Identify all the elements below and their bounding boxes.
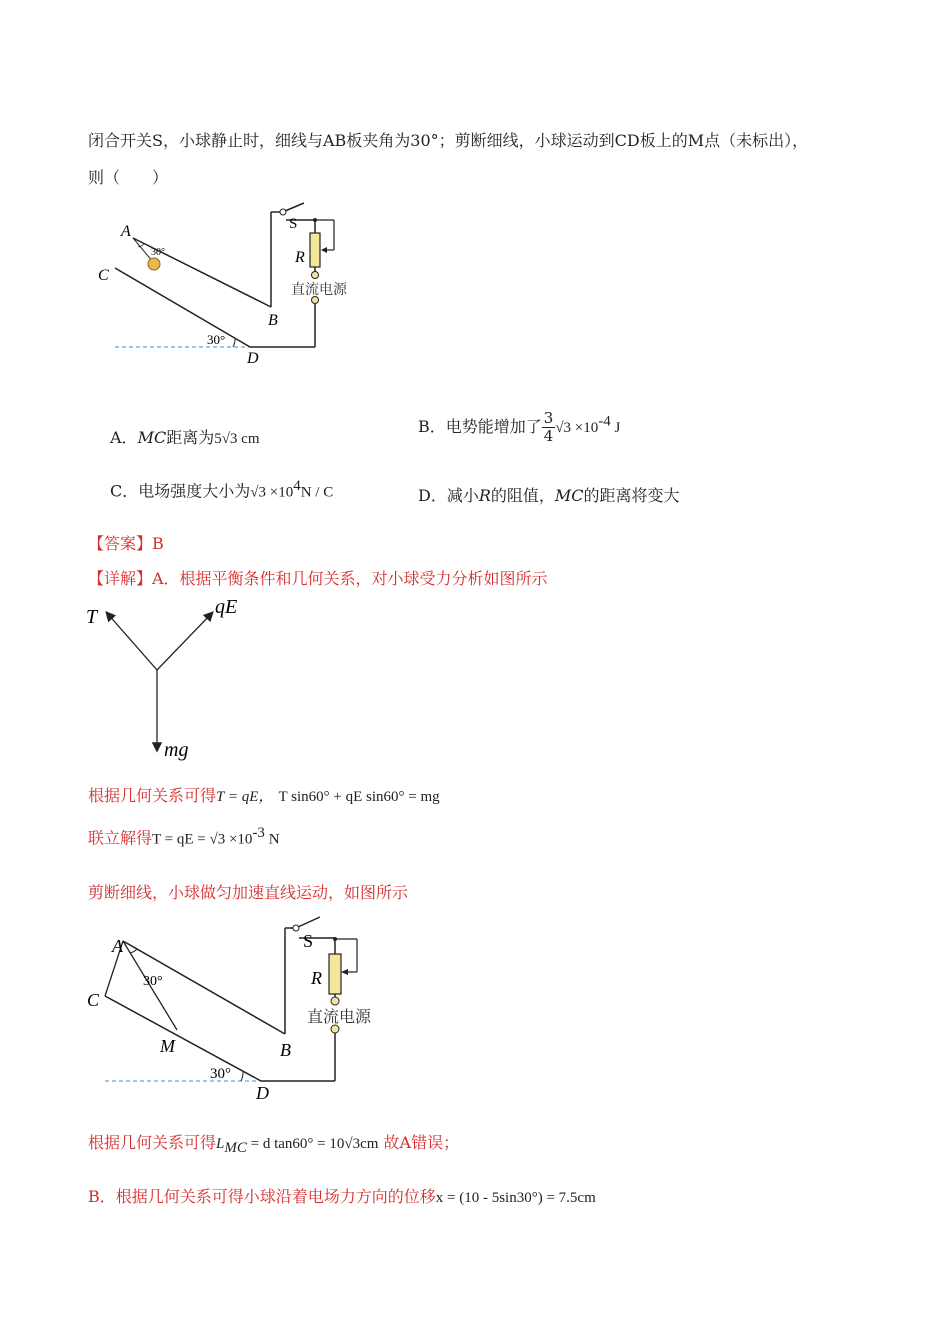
option-C-text: 电场强度大小为 <box>138 481 251 501</box>
label-R: R <box>295 249 305 266</box>
geo2-text: 根据几何关系可得 <box>88 1133 217 1152</box>
label-A: A <box>121 223 131 240</box>
label-angle-bottom: 30° <box>207 332 226 347</box>
option-D-text1: 减小 <box>446 486 479 505</box>
option-C-label: C． <box>110 481 139 501</box>
solve-exp: -3 <box>252 825 265 841</box>
label-S: S <box>289 216 298 232</box>
label-source: 直流电源 <box>291 283 347 298</box>
geo-relation-2 <box>88 1130 459 1157</box>
label-B: B <box>268 312 278 329</box>
question-line-1: 闭合开关S，小球静止时，细线与AB板夹角为30°；剪断细线，小球运动到CD板上的M点（未标出）， <box>88 131 809 150</box>
b-math: x = (10 - 5sin30°) = 7.5cm <box>435 1190 596 1206</box>
question-line-2: 则（ ） <box>88 168 169 187</box>
option-D-text3: 的距离将变大 <box>583 486 680 505</box>
force-label-T: T <box>86 606 98 628</box>
fig2-label-angle-top: 30° <box>143 974 163 989</box>
b-relation <box>88 1184 596 1207</box>
detail-intro: 【详解】A．根据平衡条件和几何关系，对小球受力分析如图所示 <box>88 569 548 588</box>
geo1-text: 根据几何关系可得 <box>88 786 217 805</box>
solve-line <box>88 825 280 848</box>
option-D-label: D． <box>418 486 447 505</box>
fig2-label-angle-bottom: 30° <box>210 1066 231 1082</box>
force-label-qE: qE <box>215 596 238 618</box>
geo1-math1: T = qE， <box>216 789 274 805</box>
option-C-math: √3 ×10 <box>250 484 294 501</box>
option-A-text: 距离为 <box>166 428 215 447</box>
option-B-denominator: 4 <box>543 427 554 445</box>
option-B[interactable] <box>418 410 620 445</box>
geo2-sub: MC <box>224 1140 247 1157</box>
option-C-unit: N / C <box>300 484 334 501</box>
label-angle-top: 30° <box>151 247 165 258</box>
force-label-mg: mg <box>164 739 189 761</box>
option-A-prefix: MC <box>137 428 167 447</box>
option-B-unit: J <box>610 420 621 436</box>
solve-math: T = qE = √3 ×10 <box>152 831 253 848</box>
fig2-label-M: M <box>160 1036 175 1056</box>
geo2-math-rest: = d tan60° = 10√3cm <box>246 1136 379 1152</box>
option-A-math: 5√3 cm <box>214 431 260 447</box>
option-D[interactable] <box>418 483 680 506</box>
option-B-label: B． <box>418 417 446 436</box>
geo1-math2: T sin60° + qE sin60° = mg <box>278 789 440 805</box>
answer: 【答案】B <box>88 534 164 553</box>
option-A-label: A． <box>110 428 138 447</box>
option-B-math: √3 ×10 <box>555 420 599 436</box>
label-C: C <box>98 267 109 284</box>
fig2-label-S: S <box>303 931 314 951</box>
option-C[interactable] <box>110 478 333 501</box>
fig2-label-R: R <box>311 968 322 988</box>
option-B-numerator: 3 <box>543 409 554 427</box>
force-diagram <box>80 595 250 765</box>
fig2-label-source: 直流电源 <box>307 1009 372 1026</box>
fig2-label-C: C <box>87 990 100 1010</box>
option-A[interactable] <box>110 425 260 448</box>
fig2-label-D: D <box>256 1083 269 1103</box>
geo2-math: L <box>216 1136 225 1152</box>
option-B-exp: -4 <box>598 413 611 430</box>
geo2-tail: 故A错误； <box>383 1133 460 1152</box>
option-B-text: 电势能增加了 <box>445 417 542 436</box>
fig2-label-A: A <box>112 936 123 956</box>
circuit-figure-1 <box>90 200 390 375</box>
b-text: B．根据几何关系可得小球沿着电场力方向的位移 <box>88 1187 436 1206</box>
solve-unit: N <box>264 831 280 848</box>
circuit-figure-2 <box>85 910 415 1110</box>
solve-text: 联立解得 <box>88 828 153 848</box>
geo-relation-1 <box>88 783 440 806</box>
option-D-var2: MC <box>554 486 584 505</box>
label-D: D <box>247 350 259 367</box>
option-D-var: R <box>478 486 491 505</box>
fig2-label-B: B <box>280 1040 291 1060</box>
option-C-exp: 4 <box>293 478 301 494</box>
cut-text: 剪断细线，小球做匀加速直线运动，如图所示 <box>88 883 409 902</box>
option-D-text2: 的阻值， <box>490 486 555 505</box>
